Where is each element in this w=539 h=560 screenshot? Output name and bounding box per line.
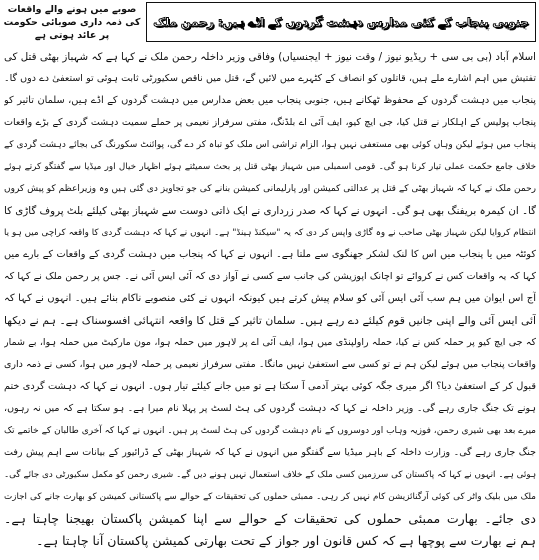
article-line: جنگ جاری رہے گی۔ وزارت داخلہ کے باہر میڈیا سے گفتگو میں انہوں نے کہا کہ شہباز بھٹی کے ڈرائیور کے بیانات سے اہم پیش رفت	[4, 447, 536, 458]
article-line: کوئٹہ میں یا پنجاب میں اس کا لنک لشکر جھنگوی سے ملتا ہے۔ انہوں نے کہا کہ پنجاب میں دہشت گردی کے واقعات کے بارے میں	[4, 249, 536, 260]
article-line: گا۔ ان کیمرہ بریفنگ بھی ہو گی۔ انہوں نے کہا کہ صدر زرداری نے ایک ذاتی دوست سے شہباز بھٹی کیلئے بلٹ پروف گاڑی کا	[4, 205, 536, 217]
article-line: ملک میں بلیک واٹر کی کوئی آرگنائزیشن کام نہیں کر رہی۔ ممبئی حملوں کی تحقیقات کے حوالے سے پاکستانی کمیشن کو بھارت جانے کی اجازت	[4, 492, 536, 502]
article-line: اسلام آباد (بی بی سی + ریڈیو نیوز / وقت نیوز + ایجنسیاں) وفاقی وزیر داخلہ رحمن ملک نے کہا ہے کہ شہباز بھٹی قتل کی	[4, 51, 536, 63]
article-line: قبول کر کے استعفیٰ دیا؟ اگر میری جگہ کوئی بہتر آدمی آ سکتا ہے تو میں جانے کیلئے تیار ہوں۔ انہوں نے کہا کہ دہشت گردی ختم	[4, 381, 536, 392]
article-line: خلاف جامع حکمت عملی تیار کرنا ہو گی۔ قومی اسمبلی میں شہباز بھٹی قتل پر بحث سمیٹتے ہوئے اظہار خیال اور میڈیا سے گفتگو کرتے ہوئے	[4, 162, 536, 172]
article-line: آج اس ایوان میں ہم سب آئی ایس آئی کو سلام پیش کرتے ہیں کیونکہ انہوں نے کئی منصوبے ناکام بنائے ہیں۔ انہوں نے کہا کہ	[4, 293, 536, 304]
article-line: ہونے تک جنگ جاری رہے گی۔ وزیر داخلہ نے کہا کہ دہشت گردوں کی ہٹ لسٹ پر پہلا نام میرا ہے۔ ہو سکتا ہے کہ میں نہ رہوں،	[4, 403, 536, 414]
article-line: پنجاب میں دہشت گردوں کے محفوظ ٹھکانے ہیں، جنوبی پنجاب میں بعض مدارس میں دہشت گردوں کے اڈے ہیں، سلمان تاثیر کو	[4, 95, 536, 106]
article-line: دی جائے۔ بھارت ممبئی حملوں کی تحقیقات کے حوالے سے اپنا کمیشن پاکستان بھیجنا چاہتا ہے۔	[4, 511, 536, 526]
article-last-line: ہم نے بھارت سے پوچھا ہے کہ کس قانون اور جواز کے تحت بھارتی کمیشن پاکستان آنا چاہتا ہے۔	[36, 533, 536, 548]
article-body	[4, 46, 536, 554]
article-line: پنجاب میں ہوئے لیکن وہاں کوئی بھی مستعفی نہیں ہوا، الزام تراشی اس ملک کو تباہ کر دے گی، پوائنٹ سکورنگ کی بجائے دہشت گردی کے	[4, 140, 536, 150]
subhead-line: کی ذمہ داری صوبائی حکومت	[3, 17, 141, 28]
headline-banner	[146, 2, 536, 42]
subhead-line: پر عائد ہوتی ہے	[34, 30, 110, 41]
article-line: ہوئی ہے۔ انہوں نے کہا کہ پاکستان کی سرزمین کسی ملک کے خلاف استعمال نہیں ہونے دیں گے۔ شیری رحمن کو مکمل سکیورٹی دی جائے گی۔	[4, 470, 536, 480]
article-line: میرے بعد بھی شیری رحمن، فوزیہ وہاب اور دوسروں کے نام دہشت گردوں کی ہٹ لسٹ پر ہیں۔ انہوں نے کہا کہ آخری طالبان کے خاتمے تک	[4, 426, 536, 436]
article-line: انتظام کروایا لیکن شہباز بھٹی صاحب نے وہ گاڑی واپس کر دی کہ یہ "سیکنڈ ہینڈ" ہے۔ انہوں نے کہا کہ دہشت گردی کا واقعہ کراچی میں ہو یا	[4, 228, 536, 238]
article-line: کہا کہ یہ واقعات کس نے کروائے تو اچانک اپوزیشن کی جانب سے کسی نے آواز دی کہ آئی ایس آئی نے۔ جس پر رحمن ملک نے کہا کہ	[4, 271, 536, 282]
article-line: پنجاب پولیس کے اہلکار نے قتل کیا، جی ایچ کیو، ایف آئی اے بلڈنگ، مفتی سرفراز نعیمی پر حملے سمیت دہشت گردی کے بڑے واقعات	[4, 117, 536, 128]
article-line: واقعات پنجاب میں ہوئے لیکن ہم نے تو کسی سے استعفیٰ نہیں مانگا۔ مفتی سرفراز نعیمی پر حملہ لاہور میں ہوا، کسی نے ذمہ داری	[4, 359, 536, 370]
article-line: کہ جی ایچ کیو پر حملہ کس نے کیا، حملہ راولپنڈی میں ہوا، ایف آئی اے پر لاہور میں حملہ ہوا، مون مارکیٹ میں حملہ ہوا، بے شمار	[4, 337, 536, 348]
subhead	[3, 3, 141, 41]
article-line: رحمن ملک نے کہا کہ شہباز بھٹی کے قتل پر عدالتی کمیشن اور پارلیمانی کمیشن بنانے کی جو تجاویز دی گئی ہیں وہ وزیراعظم کو پیش کروں	[4, 184, 536, 194]
subhead-line: صوبے میں ہونے والے واقعات	[7, 4, 137, 15]
article-line: تفتیش میں اہم اشارے ملے ہیں، قاتلوں کو انصاف کے کٹہرے میں لائیں گے، قتل میں ناقص سکیورٹی ثابت ہوئی تو استعفیٰ دے دوں گا۔	[4, 73, 536, 84]
article-line: آئی ایس آئی والے اپنی جانیں قوم کیلئے دے رہے ہیں۔ سلمان تاثیر کے قتل کا واقعہ انتہائی افسوسناک ہے۔ ہم نے دیکھا	[4, 314, 536, 327]
headline: جنوبی پنجاب کے کئی مدارس دہشت گردوں کے اڈے ہیں: رحمن ملک	[153, 15, 529, 29]
